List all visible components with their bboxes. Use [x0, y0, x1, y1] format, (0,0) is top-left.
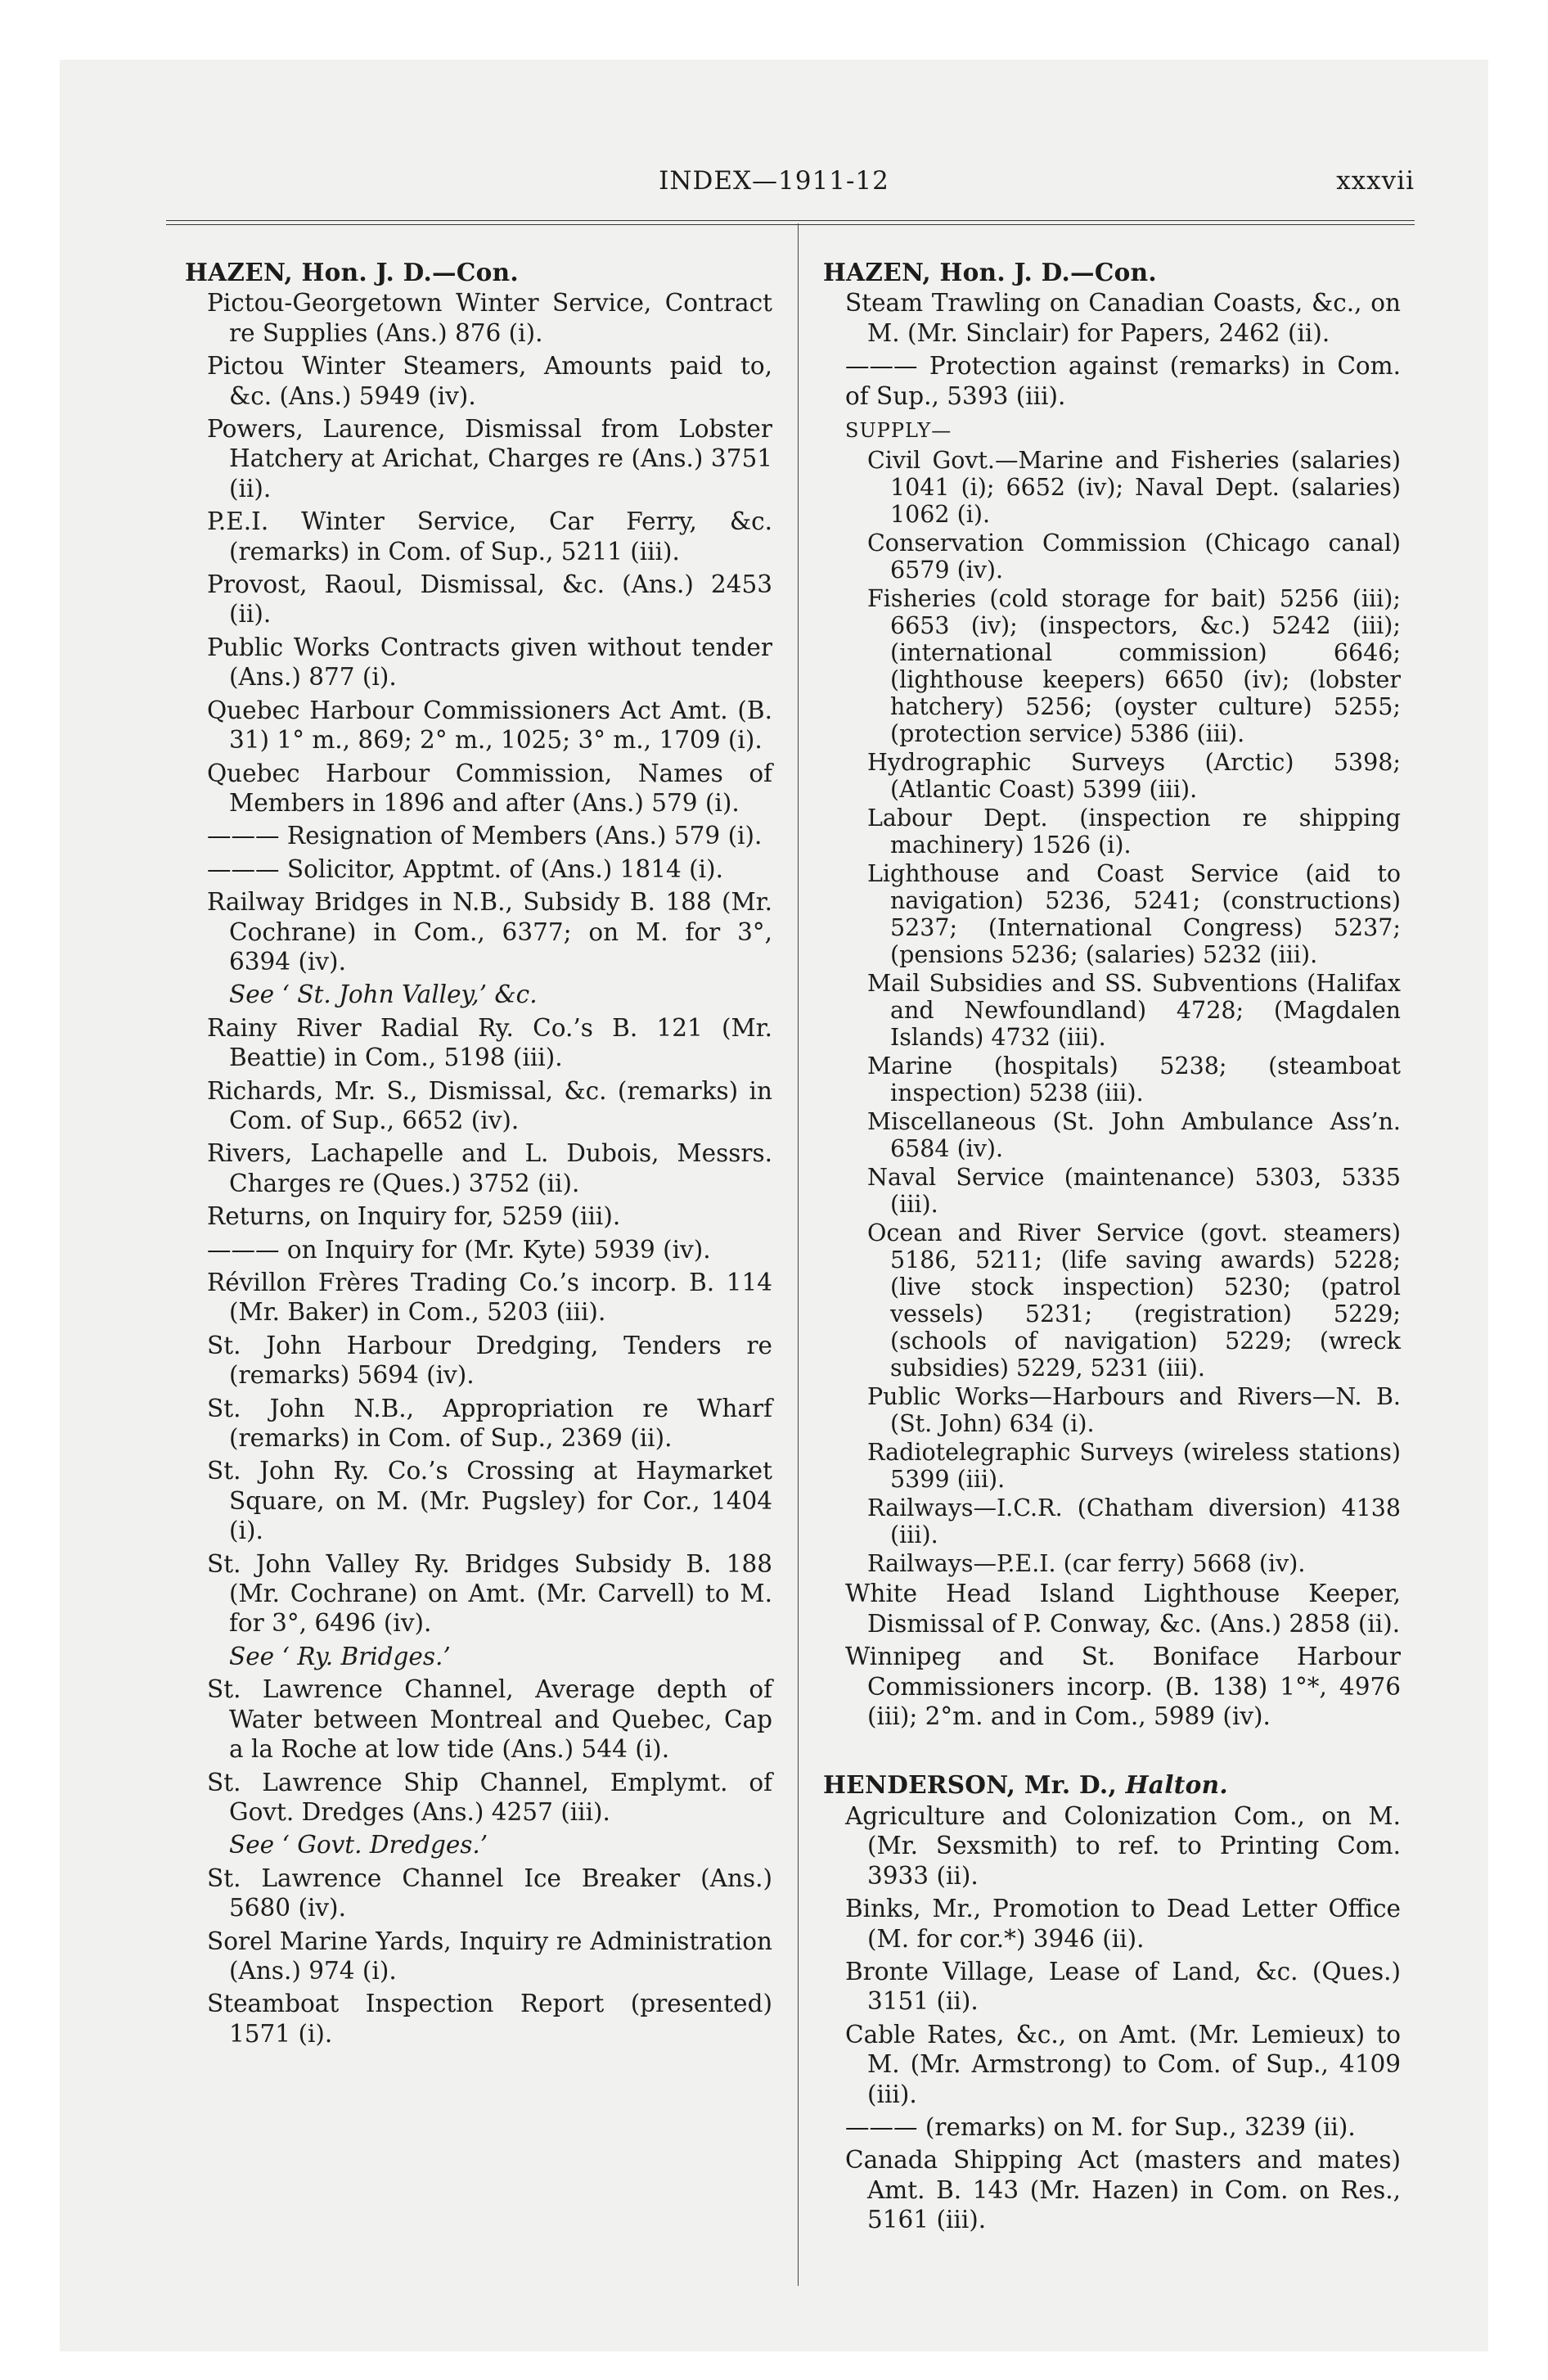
- index-entry: St. Lawrence Channel, Average depth of Water between Montreal and Quebec, Cap a la Roche at low tide (Ans.) 544 (i).: [207, 1675, 772, 1764]
- supply-entry: Marine (hospitals) 5238; (steamboat inspection) 5238 (iii).: [867, 1053, 1401, 1107]
- index-entry: P.E.I. Winter Service, Car Ferry, &c. (remarks) in Com. of Sup., 5211 (iii).: [207, 507, 772, 566]
- supply-entry: Railways—I.C.R. (Chatham diversion) 4138 (iii).: [867, 1494, 1401, 1549]
- supply-entry: Civil Govt.—Marine and Fisheries (salaries) 1041 (i); 6652 (iv); Naval Dept. (salaries) 1062 (i).: [867, 447, 1401, 529]
- index-entry: Pictou-Georgetown Winter Service, Contract re Supplies (Ans.) 876 (i).: [207, 289, 772, 347]
- supply-entry: Fisheries (cold storage for bait) 5256 (iii); 6653 (iv); (inspectors, &c.) 5242 (iii); (international commission) 6646; (lighthouse keepers) 6650 (iv); (lobster hatchery) 5256; (oyster culture) 5255; (protection service) 5386 (iii).: [867, 585, 1401, 748]
- index-entry: Quebec Harbour Commission, Names of Members in 1896 and after (Ans.) 579 (i).: [207, 759, 772, 817]
- index-entry: St. John Harbour Dredging, Tenders re (remarks) 5694 (iv).: [207, 1331, 772, 1390]
- left-column: [185, 258, 772, 2052]
- header-rule: [166, 220, 1415, 225]
- index-entry: Steamboat Inspection Report (presented) 1571 (i).: [207, 1990, 772, 2048]
- supply-entry: Lighthouse and Coast Service (aid to navigation) 5236, 5241; (constructions) 5237; (International Congress) 5237; (pensions 5236; (salaries) 5232 (iii).: [867, 860, 1401, 969]
- index-subentry: ——— Solicitor, Apptmt. of (Ans.) 1814 (i).: [207, 854, 723, 883]
- index-subentry: ——— Resignation of Members (Ans.) 579 (i).: [207, 822, 763, 850]
- index-entry: Provost, Raoul, Dismissal, &c. (Ans.) 2453 (ii).: [207, 570, 772, 629]
- index-entry: Rainy River Radial Ry. Co.’s B. 121 (Mr. Beattie) in Com., 5198 (iii).: [207, 1013, 772, 1072]
- page-sheet: [60, 60, 1488, 2351]
- supply-entry: Miscellaneous (St. John Ambulance Ass’n. 6584 (iv).: [867, 1108, 1401, 1163]
- index-entry: Powers, Laurence, Dismissal from Lobster Hatchery at Arichat, Charges re (Ans.) 3751 (ii).: [207, 415, 772, 503]
- index-entry: Cable Rates, &c., on Amt. (Mr. Lemieux) to M. (Mr. Armstrong) to Com. of Sup., 4109 (iii).: [845, 2020, 1401, 2108]
- index-entry: Winnipeg and St. Boniface Harbour Commissioners incorp. (B. 138) 1°*, 4976 (iii); 2°m. and in Com., 5989 (iv).: [845, 1643, 1401, 1731]
- index-entry: Rivers, Lachapelle and L. Dubois, Messrs. Charges re (Ques.) 3752 (ii).: [207, 1139, 772, 1197]
- index-entry: Agriculture and Colonization Com., on M. (Mr. Sexsmith) to ref. to Printing Com. 3933 (ii).: [845, 1801, 1401, 1890]
- supply-entry: Naval Service (maintenance) 5303, 5335 (iii).: [867, 1164, 1401, 1219]
- supply-entry: Public Works—Harbours and Rivers—N. B. (St. John) 634 (i).: [867, 1383, 1401, 1438]
- cross-reference: See ‘ Ry. Bridges.’: [229, 1642, 451, 1670]
- index-entry: Pictou Winter Steamers, Amounts paid to, &c. (Ans.) 5949 (iv).: [207, 352, 772, 410]
- entry-heading: HAZEN, Hon. J. D.—Con.: [185, 258, 519, 286]
- supply-entry: Ocean and River Service (govt. steamers) 5186, 5211; (life saving awards) 5228; (live stock inspection) 5230; (patrol vessels) 5231; (registration) 5229; (schools of navigation) 5229; (wreck subsidies) 5229, 5231 (iii).: [867, 1219, 1401, 1382]
- index-entry: Bronte Village, Lease of Land, &c. (Ques.) 3151 (ii).: [845, 1957, 1401, 2016]
- index-entry: Révillon Frères Trading Co.’s incorp. B. 114 (Mr. Baker) in Com., 5203 (iii).: [207, 1269, 772, 1327]
- entry-heading-henderson: [823, 1770, 1401, 1800]
- index-entry: St. John N.B., Appropriation re Wharf (remarks) in Com. of Sup., 2369 (ii).: [207, 1394, 772, 1453]
- index-entry: Returns, on Inquiry for, 5259 (iii).: [207, 1202, 621, 1231]
- index-entry: Quebec Harbour Commissioners Act Amt. (B. 31) 1° m., 869; 2° m., 1025; 3° m., 1709 (i).: [207, 696, 772, 755]
- supply-entry: Conservation Commission (Chicago canal) 6579 (iv).: [867, 530, 1401, 584]
- index-entry: St. Lawrence Channel Ice Breaker (Ans.) 5680 (iv).: [207, 1864, 772, 1922]
- cross-reference: See ‘ St. John Valley,’ &c.: [229, 980, 538, 1009]
- index-entry: Sorel Marine Yards, Inquiry re Administration (Ans.) 974 (i).: [207, 1927, 772, 1985]
- supply-entry: Radiotelegraphic Surveys (wireless stations) 5399 (iii).: [867, 1439, 1401, 1494]
- index-entry: St. John Ry. Co.’s Crossing at Haymarket Square, on M. (Mr. Pugsley) for Cor., 1404 (i).: [207, 1457, 772, 1545]
- index-entry: St. John Valley Ry. Bridges Subsidy B. 188 (Mr. Cochrane) on Amt. (Mr. Carvell) to M. for 3°, 6496 (iv).: [207, 1549, 772, 1638]
- index-entry: Railway Bridges in N.B., Subsidy B. 188 (Mr. Cochrane) in Com., 6377; on M. for 3°, 6394 (iv).: [207, 888, 772, 976]
- index-subentry: ——— on Inquiry for (Mr. Kyte) 5939 (iv).: [207, 1235, 711, 1264]
- section-gap: [823, 1734, 1401, 1770]
- supply-label: SUPPLY—: [845, 419, 952, 443]
- cross-reference: See ‘ Govt. Dredges.’: [229, 1831, 488, 1859]
- index-subentry: ——— Protection against (remarks) in Com. of Sup., 5393 (iii).: [845, 352, 1401, 410]
- column-divider: [798, 223, 799, 2286]
- supply-entry: Mail Subsidies and SS. Subventions (Halifax and Newfoundland) 4728; (Magdalen Islands) 4732 (iii).: [867, 970, 1401, 1052]
- index-entry: Steam Trawling on Canadian Coasts, &c., on M. (Mr. Sinclair) for Papers, 2462 (ii).: [845, 289, 1401, 347]
- index-entry: White Head Island Lighthouse Keeper, Dismissal of P. Conway, &c. (Ans.) 2858 (ii).: [845, 1580, 1401, 1638]
- index-entry: St. Lawrence Ship Channel, Emplymt. of Govt. Dredges (Ans.) 4257 (iii).: [207, 1768, 772, 1826]
- page-header: [60, 166, 1488, 199]
- index-entry: Public Works Contracts given without tender (Ans.) 877 (i).: [207, 633, 772, 692]
- index-subentry: ——— (remarks) on M. for Sup., 3239 (ii).: [845, 2112, 1356, 2141]
- index-entry: Binks, Mr., Promotion to Dead Letter Office (M. for cor.*) 3946 (ii).: [845, 1895, 1401, 1953]
- heading-name: HENDERSON, Mr. D.,: [823, 1770, 1126, 1800]
- page-number: xxxvii: [1336, 166, 1415, 196]
- heading-constituency: Halton.: [1125, 1770, 1228, 1800]
- supply-entry: Labour Dept. (inspection re shipping machinery) 1526 (i).: [867, 805, 1401, 859]
- supply-entry: Railways—P.E.I. (car ferry) 5668 (iv).: [867, 1550, 1306, 1578]
- index-entry: Canada Shipping Act (masters and mates) Amt. B. 143 (Mr. Hazen) in Com. on Res., 5161 (iii).: [845, 2146, 1401, 2234]
- index-entry: Richards, Mr. S., Dismissal, &c. (remarks) in Com. of Sup., 6652 (iv).: [207, 1076, 772, 1134]
- right-column: [823, 258, 1401, 2238]
- running-title: INDEX—1911-12: [659, 166, 889, 196]
- supply-entry: Hydrographic Surveys (Arctic) 5398; (Atlantic Coast) 5399 (iii).: [867, 749, 1401, 804]
- entry-heading: HAZEN, Hon. J. D.—Con.: [823, 258, 1157, 286]
